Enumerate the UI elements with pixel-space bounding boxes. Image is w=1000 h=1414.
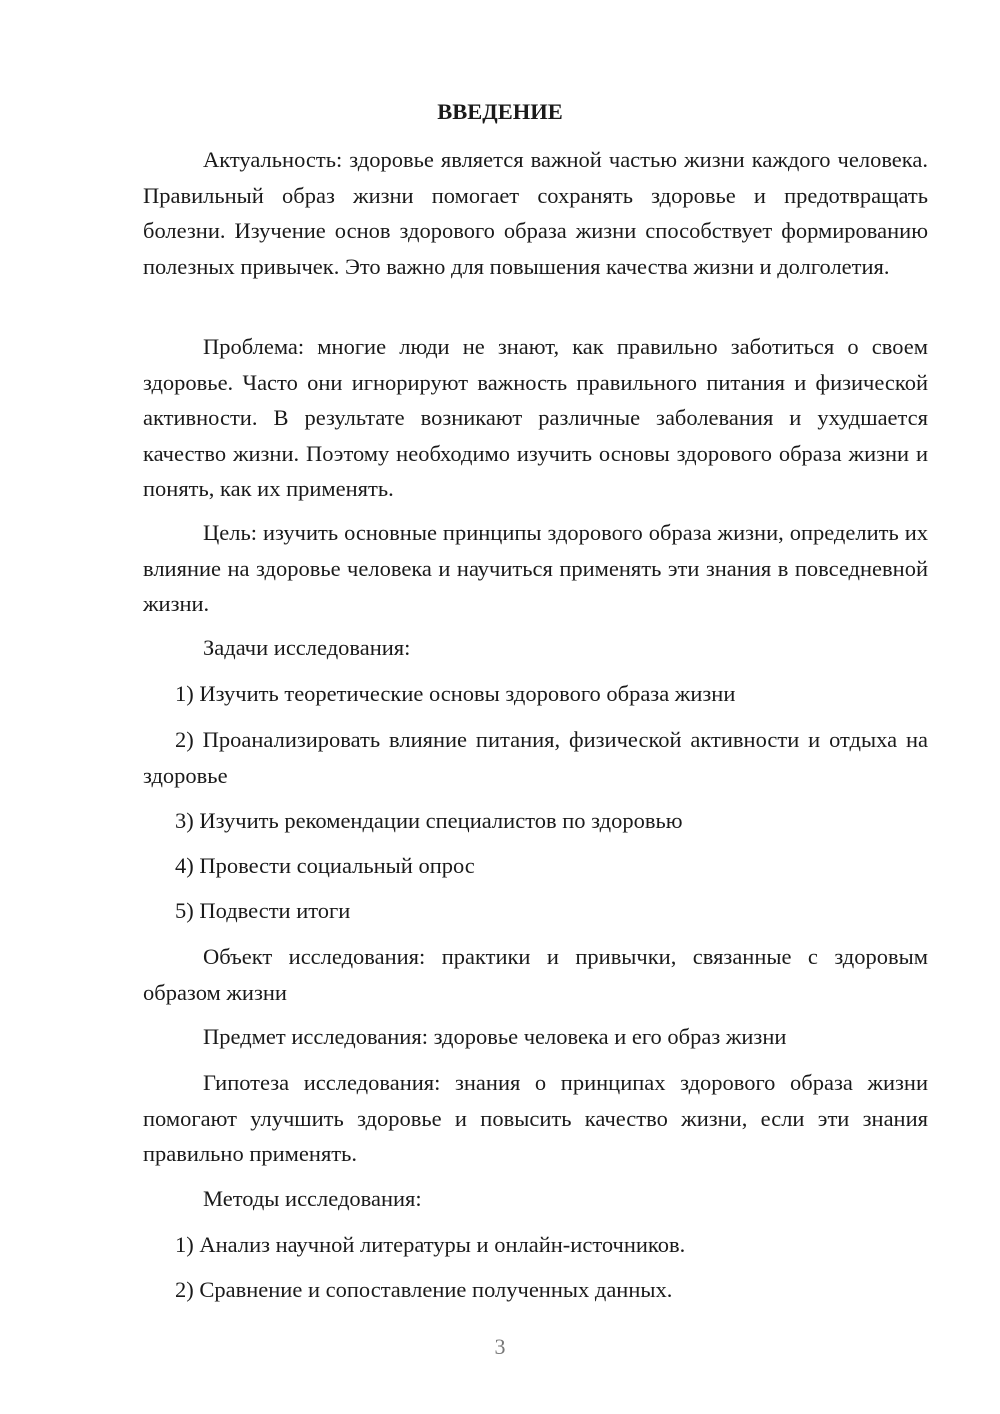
- page-number: 3: [494, 1334, 506, 1359]
- task-item-1: 1) Изучить теоретические основы здорового образа жизни: [175, 681, 736, 706]
- task-item-4: 4) Провести социальный опрос: [175, 853, 475, 878]
- tasks-heading: Задачи исследования:: [203, 635, 411, 660]
- paragraph-relevance: Актуальность: здоровье является важной частью жизни каждого человека. Правильный образ жизни помогает сохранять здоровье и предотвращать болезни. Изучение основ здорового образа жизни способствует формированию полезных привычек. Это важно для повышения качества жизни и долголетия.: [143, 147, 928, 279]
- paragraph-object: Объект исследования: практики и привычки, связанные с здоровым образом жизни: [143, 944, 928, 1005]
- paragraph-goal: Цель: изучить основные принципы здорового образа жизни, определить их влияние на здоровье человека и научиться применять эти знания в повседневной жизни.: [143, 520, 928, 616]
- paragraph-problem: Проблема: многие люди не знают, как правильно заботиться о своем здоровье. Часто они игнорируют важность правильного питания и физической активности. В результате возникают различные заболевания и ухудшается качество жизни. Поэтому необходимо изучить основы здорового образа жизни и понять, как их применять.: [143, 334, 928, 501]
- method-item-2: 2) Сравнение и сопоставление полученных данных.: [175, 1277, 673, 1302]
- task-item-5: 5) Подвести итоги: [175, 898, 351, 923]
- paragraph-hypothesis: Гипотеза исследования: знания о принципах здорового образа жизни помогают улучшить здоровье и повысить качество жизни, если эти знания правильно применять.: [143, 1070, 928, 1166]
- task-item-2: 2) Проанализировать влияние питания, физической активности и отдыха на здоровье: [143, 727, 928, 788]
- methods-heading: Методы исследования:: [203, 1186, 422, 1211]
- page-title: ВВЕДЕНИЕ: [437, 99, 563, 124]
- task-item-3: 3) Изучить рекомендации специалистов по здоровью: [175, 808, 683, 833]
- paragraph-subject: Предмет исследования: здоровье человека и его образ жизни: [203, 1024, 787, 1049]
- method-item-1: 1) Анализ научной литературы и онлайн-источников.: [175, 1232, 686, 1257]
